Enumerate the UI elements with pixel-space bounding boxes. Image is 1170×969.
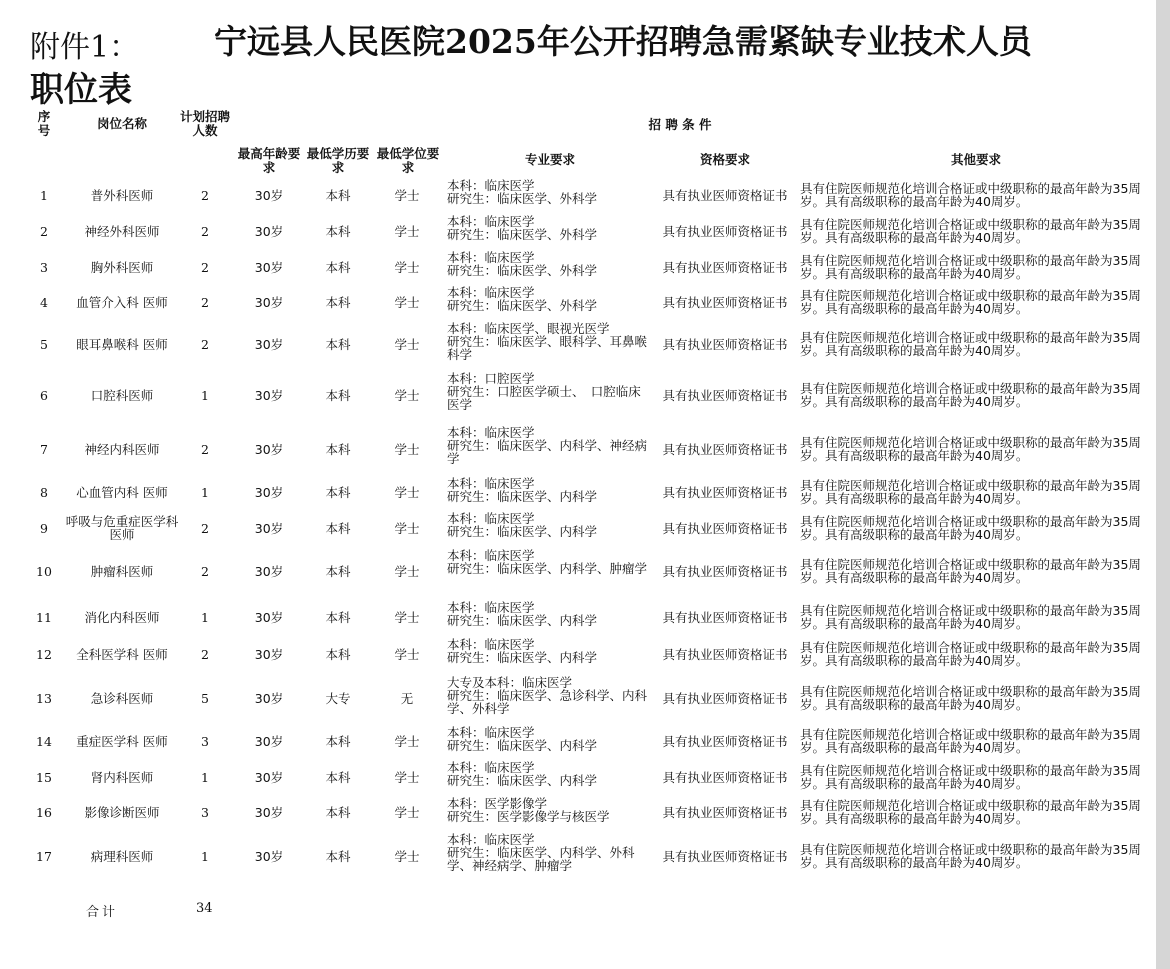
- min-degree: 学士: [394, 441, 420, 457]
- row-index: 9: [40, 520, 48, 536]
- row-index: 17: [36, 848, 52, 864]
- table-row: [0, 637, 1156, 671]
- plan-count: 1: [201, 609, 209, 625]
- min-degree: 学士: [394, 187, 420, 203]
- qualification-requirement: 具有执业医师资格证书: [662, 259, 788, 275]
- table-row: [0, 285, 1156, 319]
- major-line: 本科：临床医学: [447, 178, 535, 193]
- table-row: [0, 425, 1156, 473]
- max-age: 30岁: [254, 484, 284, 500]
- major-line: 本科：临床医学: [447, 285, 535, 300]
- min-education: 大专: [325, 690, 351, 706]
- qualification-requirement: 具有执业医师资格证书: [662, 484, 788, 500]
- major-line: 研究生：临床医学、内科学: [447, 524, 598, 539]
- min-degree: 学士: [394, 223, 420, 239]
- other-requirement: [800, 178, 1152, 212]
- plan-count: 2: [201, 441, 209, 457]
- table-row: [0, 476, 1156, 508]
- max-age: 30岁: [254, 223, 284, 239]
- major-line: 大专及本科：临床医学: [447, 675, 573, 690]
- major-line: 研究生：临床医学、急诊科学、内科学、外科学: [447, 688, 648, 716]
- major-line: 本科：医学影像学: [447, 796, 548, 811]
- plan-count: 2: [201, 259, 209, 275]
- position-name: 神经内科医师: [84, 441, 160, 457]
- row-index: 16: [36, 804, 52, 820]
- row-index: 15: [36, 769, 52, 785]
- position-name: 普外科医师: [90, 187, 154, 203]
- row-index: 6: [40, 387, 48, 403]
- attachment-label: 附件1：: [30, 30, 140, 65]
- total-value: 34: [196, 901, 213, 916]
- other-requirement: [800, 371, 1152, 419]
- major-requirement: [447, 371, 653, 420]
- major-requirement: [447, 214, 653, 249]
- position-name: 口腔科医师: [90, 387, 154, 403]
- major-line: 本科：临床医学: [447, 725, 535, 740]
- min-degree: 学士: [394, 387, 420, 403]
- min-degree: 学士: [394, 563, 420, 579]
- other-requirement: [800, 425, 1152, 473]
- plan-count: 1: [201, 387, 209, 403]
- min-education: 本科: [325, 387, 351, 403]
- major-line: 研究生：口腔医学硕士、 口腔临床医学: [447, 384, 641, 412]
- other-requirement-text: 具有住院医师规范化培训合格证或中级职称的最高年龄为35周岁。具有高级职称的最高年龄为40周岁。: [800, 684, 1141, 712]
- major-line: 研究生：临床医学、外科学: [447, 263, 598, 278]
- table-row: [0, 321, 1156, 367]
- other-requirement: [800, 250, 1152, 284]
- other-requirement-text: 具有住院医师规范化培训合格证或中级职称的最高年龄为35周岁。具有高级职称的最高年龄为40周岁。: [800, 381, 1141, 409]
- min-education: 本科: [325, 187, 351, 203]
- position-name: 急诊科医师: [90, 690, 154, 706]
- qualification-requirement: 具有执业医师资格证书: [662, 294, 788, 310]
- min-education: 本科: [325, 804, 351, 820]
- plan-count: 1: [201, 484, 209, 500]
- plan-count: 1: [201, 848, 209, 864]
- other-requirement: [800, 476, 1152, 508]
- table-row: [0, 832, 1156, 880]
- other-requirement-text: 具有住院医师规范化培训合格证或中级职称的最高年龄为35周岁。具有高级职称的最高年龄为40周岁。: [800, 514, 1141, 542]
- major-requirement: [447, 548, 653, 595]
- row-index: 12: [36, 646, 52, 662]
- major-requirement: [447, 832, 653, 881]
- position-name: 眼耳鼻喉科 医师: [76, 336, 168, 352]
- major-line: 研究生：临床医学、内科学: [447, 650, 598, 665]
- max-age: 30岁: [254, 294, 284, 310]
- major-requirement: [447, 321, 653, 368]
- max-age: 30岁: [254, 804, 284, 820]
- major-requirement: [447, 725, 653, 758]
- qualification-requirement: 具有执业医师资格证书: [662, 336, 788, 352]
- other-requirement: [800, 675, 1152, 721]
- plan-count: 2: [201, 294, 209, 310]
- plan-count: 2: [201, 646, 209, 662]
- max-age: 30岁: [254, 646, 284, 662]
- col-header-qualification: 资格要求: [699, 152, 750, 167]
- position-name: 肿瘤科医师: [90, 563, 154, 579]
- major-line: 本科：临床医学: [447, 425, 535, 440]
- min-education: 本科: [325, 336, 351, 352]
- page-edge-shadow: [1156, 0, 1170, 969]
- row-index: 5: [40, 336, 48, 352]
- major-line: 本科：临床医学: [447, 476, 535, 491]
- plan-count: 2: [201, 187, 209, 203]
- major-line: 研究生：临床医学、内科学: [447, 738, 598, 753]
- other-requirement: [800, 832, 1152, 880]
- row-index: 2: [40, 223, 48, 239]
- min-degree: 无: [400, 690, 414, 706]
- row-index: 4: [40, 294, 48, 310]
- qualification-requirement: 具有执业医师资格证书: [662, 609, 788, 625]
- min-degree: 学士: [394, 646, 420, 662]
- major-line: 研究生：临床医学、内科学: [447, 773, 598, 788]
- min-education: 本科: [325, 484, 351, 500]
- major-requirement: [447, 250, 653, 285]
- major-line: 本科：临床医学: [447, 214, 535, 229]
- qualification-requirement: 具有执业医师资格证书: [662, 804, 788, 820]
- qualification-requirement: 具有执业医师资格证书: [662, 441, 788, 457]
- other-requirement: [800, 214, 1152, 248]
- major-line: 研究生：临床医学、外科学: [447, 191, 598, 206]
- col-header-major: 专业要求: [524, 152, 575, 167]
- major-requirement: [447, 796, 653, 829]
- table-row: [0, 725, 1156, 757]
- major-line: 研究生：医学影像学与核医学: [447, 809, 610, 824]
- other-requirement: [800, 760, 1152, 794]
- table-row: [0, 214, 1156, 248]
- other-requirement: [800, 796, 1152, 828]
- min-degree: 学士: [394, 336, 420, 352]
- other-requirement-text: 具有住院医师规范化培训合格证或中级职称的最高年龄为35周岁。具有高级职称的最高年龄为40周岁。: [800, 181, 1141, 209]
- plan-count: 2: [201, 563, 209, 579]
- col-header-position: 岗位名称: [96, 116, 147, 131]
- min-degree: 学士: [394, 769, 420, 785]
- major-line: 本科：临床医学: [447, 832, 535, 847]
- major-requirement: [447, 760, 653, 795]
- row-index: 13: [36, 690, 52, 706]
- min-education: 本科: [325, 733, 351, 749]
- qualification-requirement: 具有执业医师资格证书: [662, 769, 788, 785]
- min-education: 本科: [325, 294, 351, 310]
- position-name: 心血管内科 医师: [76, 484, 168, 500]
- qualification-requirement: 具有执业医师资格证书: [662, 563, 788, 579]
- col-header-conditions: 招 聘 条 件: [648, 117, 712, 132]
- major-requirement: [447, 178, 653, 213]
- min-degree: 学士: [394, 804, 420, 820]
- major-line: 本科：临床医学: [447, 760, 535, 775]
- position-name: 消化内科医师: [84, 609, 160, 625]
- major-requirement: [447, 637, 653, 672]
- plan-count: 2: [201, 223, 209, 239]
- position-name: 影像诊断医师: [84, 804, 160, 820]
- min-degree: 学士: [394, 484, 420, 500]
- page-subtitle: 职位表: [30, 70, 132, 110]
- plan-count: 3: [201, 733, 209, 749]
- qualification-requirement: 具有执业医师资格证书: [662, 223, 788, 239]
- plan-count: 1: [201, 769, 209, 785]
- min-degree: 学士: [394, 259, 420, 275]
- major-line: 研究生：临床医学、外科学: [447, 298, 598, 313]
- other-requirement-text: 具有住院医师规范化培训合格证或中级职称的最高年龄为35周岁。具有高级职称的最高年龄为40周岁。: [800, 217, 1141, 245]
- other-requirement: [800, 285, 1152, 319]
- min-degree: 学士: [394, 733, 420, 749]
- table-row: [0, 371, 1156, 419]
- row-index: 10: [36, 563, 52, 579]
- other-requirement-text: 具有住院医师规范化培训合格证或中级职称的最高年龄为35周岁。具有高级职称的最高年龄为40周岁。: [800, 253, 1141, 281]
- max-age: 30岁: [254, 259, 284, 275]
- other-requirement-text: 具有住院医师规范化培训合格证或中级职称的最高年龄为35周岁。具有高级职称的最高年龄为40周岁。: [800, 763, 1141, 791]
- max-age: 30岁: [254, 187, 284, 203]
- col-header-min-edu: 最低学历要求: [306, 146, 370, 175]
- major-requirement: [447, 285, 653, 320]
- major-line: 本科：临床医学: [447, 250, 535, 265]
- min-education: 本科: [325, 223, 351, 239]
- table-row: [0, 511, 1156, 545]
- min-education: 本科: [325, 848, 351, 864]
- row-index: 7: [40, 441, 48, 457]
- max-age: 30岁: [254, 609, 284, 625]
- col-header-other: 其他要求: [950, 152, 1001, 167]
- qualification-requirement: 具有执业医师资格证书: [662, 646, 788, 662]
- plan-count: 3: [201, 804, 209, 820]
- min-education: 本科: [325, 259, 351, 275]
- plan-count: 2: [201, 520, 209, 536]
- max-age: 30岁: [254, 387, 284, 403]
- major-requirement: [447, 600, 653, 635]
- other-requirement-text: 具有住院医师规范化培训合格证或中级职称的最高年龄为35周岁。具有高级职称的最高年龄为40周岁。: [800, 330, 1141, 358]
- major-line: 研究生：临床医学、外科学: [447, 227, 598, 242]
- qualification-requirement: 具有执业医师资格证书: [662, 848, 788, 864]
- table-row: [0, 675, 1156, 721]
- other-requirement-text: 具有住院医师规范化培训合格证或中级职称的最高年龄为35周岁。具有高级职称的最高年龄为40周岁。: [800, 603, 1141, 631]
- table-row: [0, 548, 1156, 594]
- min-degree: 学士: [394, 609, 420, 625]
- plan-count: 2: [201, 336, 209, 352]
- major-requirement: [447, 675, 653, 722]
- position-name: 重症医学科 医师: [76, 733, 168, 749]
- major-requirement: [447, 511, 653, 546]
- min-education: 本科: [325, 441, 351, 457]
- position-name: 肾内科医师: [90, 769, 154, 785]
- qualification-requirement: 具有执业医师资格证书: [662, 520, 788, 536]
- qualification-requirement: 具有执业医师资格证书: [662, 387, 788, 403]
- position-name: 血管介入科 医师: [76, 294, 168, 310]
- major-line: 本科：口腔医学: [447, 371, 535, 386]
- major-line: 研究生：临床医学、内科学、外科学、神经病学、肿瘤学: [447, 845, 635, 873]
- max-age: 30岁: [254, 769, 284, 785]
- other-requirement: [800, 548, 1152, 594]
- col-header-index: 序号: [37, 109, 51, 138]
- other-requirement-text: 具有住院医师规范化培训合格证或中级职称的最高年龄为35周岁。具有高级职称的最高年龄为40周岁。: [800, 640, 1141, 668]
- min-education: 本科: [325, 646, 351, 662]
- row-index: 8: [40, 484, 48, 500]
- min-education: 本科: [325, 563, 351, 579]
- max-age: 30岁: [254, 733, 284, 749]
- max-age: 30岁: [254, 563, 284, 579]
- major-requirement: [447, 476, 653, 509]
- total-label: 合计: [86, 905, 119, 920]
- other-requirement: [800, 600, 1152, 634]
- major-line: 研究生：临床医学、内科学、神经病学: [447, 438, 648, 466]
- min-degree: 学士: [394, 848, 420, 864]
- major-line: 本科：临床医学: [447, 511, 535, 526]
- min-degree: 学士: [394, 520, 420, 536]
- major-line: 本科：临床医学: [447, 600, 535, 615]
- table-row: [0, 760, 1156, 794]
- max-age: 30岁: [254, 336, 284, 352]
- other-requirement: [800, 511, 1152, 545]
- position-name: 全科医学科 医师: [76, 646, 168, 662]
- col-header-max-age: 最高年龄要求: [237, 146, 301, 175]
- page-title: 宁远县人民医院2025年公开招聘急需紧缺专业技术人员: [214, 22, 1032, 61]
- qualification-requirement: 具有执业医师资格证书: [662, 733, 788, 749]
- max-age: 30岁: [254, 848, 284, 864]
- other-requirement-text: 具有住院医师规范化培训合格证或中级职称的最高年龄为35周岁。具有高级职称的最高年龄为40周岁。: [800, 478, 1141, 506]
- position-name: 神经外科医师: [84, 223, 160, 239]
- table-row: [0, 600, 1156, 634]
- row-index: 14: [36, 733, 52, 749]
- min-education: 本科: [325, 520, 351, 536]
- row-index: 1: [40, 187, 48, 203]
- major-line: 本科：临床医学: [447, 637, 535, 652]
- position-name: 病理科医师: [90, 848, 154, 864]
- row-index: 11: [36, 609, 52, 625]
- qualification-requirement: 具有执业医师资格证书: [662, 187, 788, 203]
- row-index: 3: [40, 259, 48, 275]
- major-line: 本科：临床医学、眼视光医学: [447, 321, 610, 336]
- position-name: 呼吸与危重症医学科医师: [65, 514, 179, 542]
- max-age: 30岁: [254, 520, 284, 536]
- major-line: 研究生：临床医学、内科学: [447, 613, 598, 628]
- other-requirement-text: 具有住院医师规范化培训合格证或中级职称的最高年龄为35周岁。具有高级职称的最高年龄为40周岁。: [800, 557, 1141, 585]
- plan-count: 5: [201, 690, 209, 706]
- other-requirement: [800, 725, 1152, 757]
- other-requirement: [800, 637, 1152, 671]
- table-row: [0, 796, 1156, 828]
- other-requirement-text: 具有住院医师规范化培训合格证或中级职称的最高年龄为35周岁。具有高级职称的最高年龄为40周岁。: [800, 727, 1141, 755]
- qualification-requirement: 具有执业医师资格证书: [662, 690, 788, 706]
- position-name: 胸外科医师: [90, 259, 154, 275]
- col-header-min-degree: 最低学位要求: [376, 146, 440, 175]
- other-requirement-text: 具有住院医师规范化培训合格证或中级职称的最高年龄为35周岁。具有高级职称的最高年龄为40周岁。: [800, 288, 1141, 316]
- table-row: [0, 250, 1156, 284]
- major-line: 研究生：临床医学、内科学: [447, 489, 598, 504]
- min-education: 本科: [325, 609, 351, 625]
- major-line: 研究生：临床医学、内科学、肿瘤学: [447, 561, 648, 576]
- other-requirement: [800, 321, 1152, 367]
- col-header-plan: 计划招聘人数: [180, 109, 231, 138]
- major-line: 研究生：临床医学、眼科学、耳鼻喉科学: [447, 334, 648, 362]
- min-education: 本科: [325, 769, 351, 785]
- other-requirement-text: 具有住院医师规范化培训合格证或中级职称的最高年龄为35周岁。具有高级职称的最高年龄为40周岁。: [800, 435, 1141, 463]
- max-age: 30岁: [254, 690, 284, 706]
- min-degree: 学士: [394, 294, 420, 310]
- major-line: 本科：临床医学: [447, 548, 535, 563]
- major-requirement: [447, 425, 653, 474]
- other-requirement-text: 具有住院医师规范化培训合格证或中级职称的最高年龄为35周岁。具有高级职称的最高年龄为40周岁。: [800, 798, 1141, 826]
- other-requirement-text: 具有住院医师规范化培训合格证或中级职称的最高年龄为35周岁。具有高级职称的最高年龄为40周岁。: [800, 842, 1141, 870]
- table-row: [0, 178, 1156, 212]
- max-age: 30岁: [254, 441, 284, 457]
